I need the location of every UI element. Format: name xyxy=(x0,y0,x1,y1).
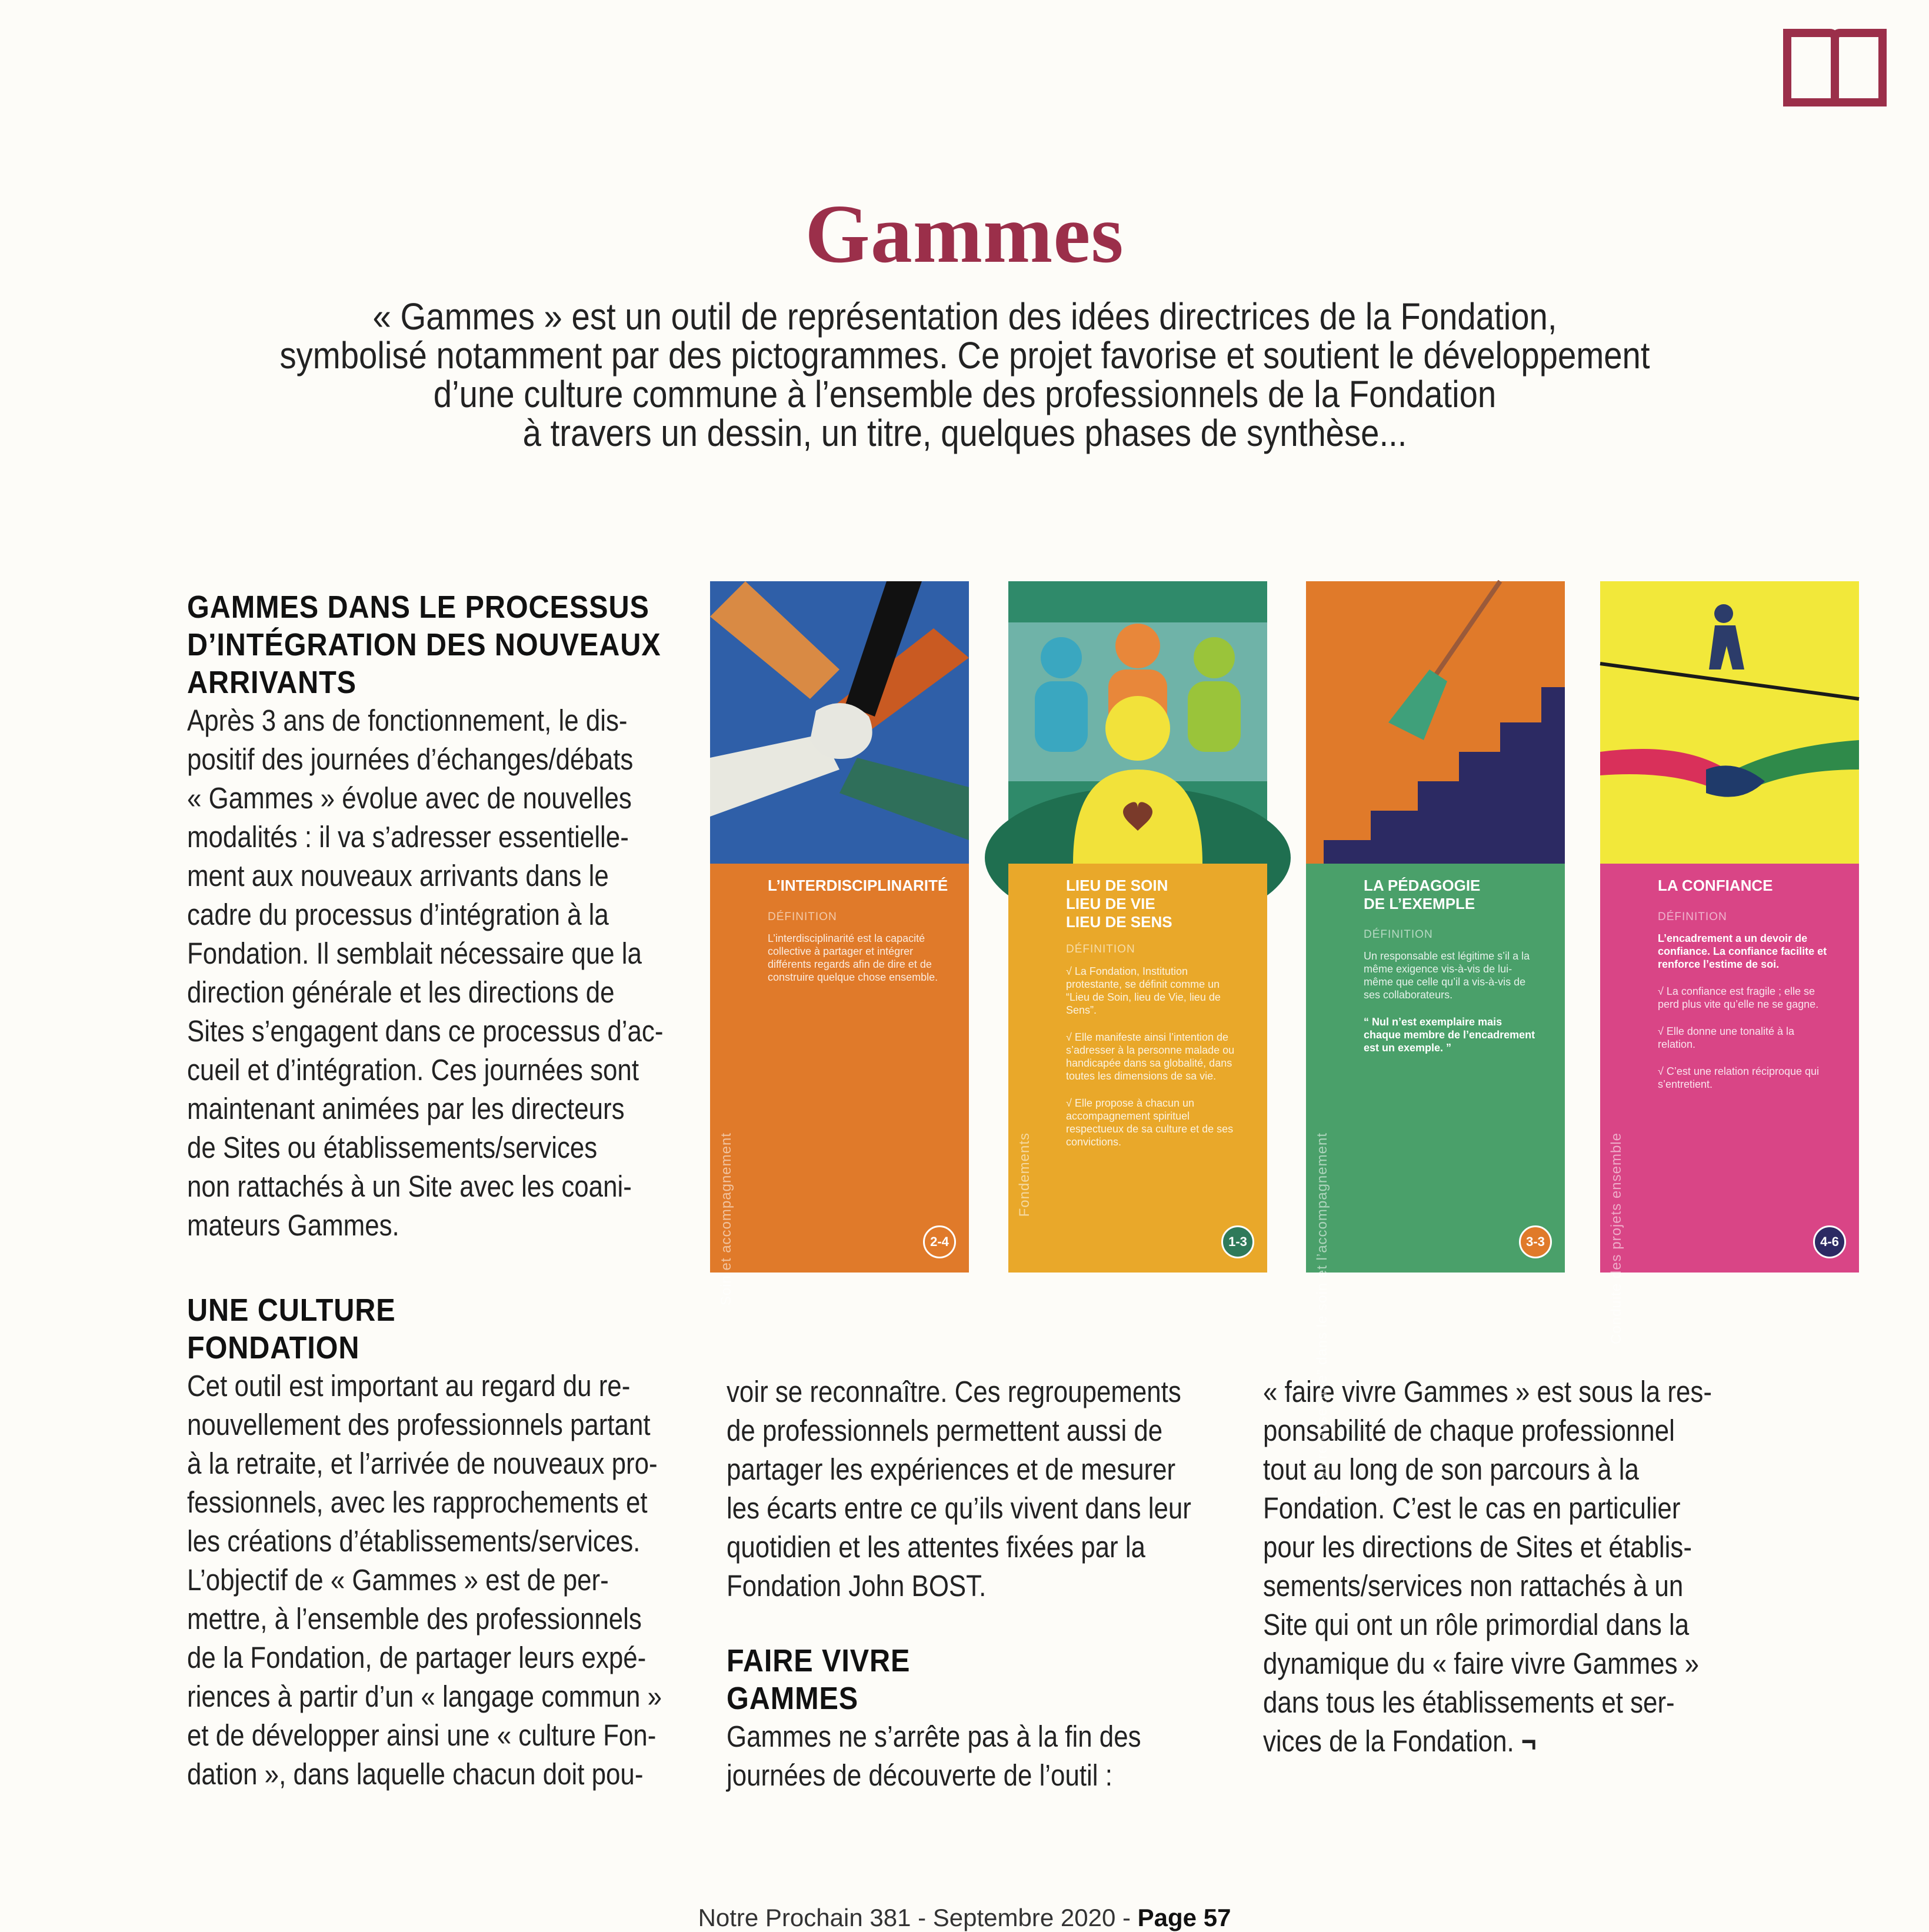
intro-line: d’une culture commune à l’ensemble des professionnels de la Fondation xyxy=(433,373,1497,415)
column-middle xyxy=(727,1373,1209,1795)
footer-text: Notre Prochain 381 - Septembre 2020 - xyxy=(698,1904,1138,1931)
card-badge: 2-4 xyxy=(923,1225,956,1258)
end-mark: ¬ xyxy=(1521,1724,1537,1758)
card-definition-label: DÉFINITION xyxy=(1364,928,1433,941)
section-integration xyxy=(187,588,681,1245)
card-text: √ La Fondation, Institution protestante, se définit comme un “Lieu de Soin, lieu de Vie, lieu de Sens”. √ Elle manifeste ainsi l’intention de s’adresser à la personne malade ou handicapée dans sa globalité, dans toutes les dimensions de sa vie. √ Elle propose à chacun un accompagnement spirituel respectueux de sa culture et de ses convictions. xyxy=(1066,965,1235,1148)
card-side-label: Fondements xyxy=(1017,1132,1032,1217)
card-body xyxy=(710,864,969,1306)
book-icon xyxy=(1783,27,1887,108)
section-body: voir se reconnaître. Ces regroupements de professionnels permettent aussi de partager les expériences et de mesurer les écarts entre ce qu’ils vivent dans leur quotidien et les attentes fixées par la Fondation John BOST. xyxy=(727,1375,1191,1603)
section-heading: GAMMES DANS LE PROCESSUS D’INTÉGRATION DES NOUVEAUX ARRIVANTS xyxy=(187,589,661,700)
intro-line: à travers un dessin, un titre, quelques phases de synthèse... xyxy=(522,412,1407,454)
intro-paragraph xyxy=(176,297,1753,452)
page-number: Page 57 xyxy=(1137,1904,1231,1931)
section-body: Gammes ne s’arrête pas à la fin des journées de découverte de l’outil : xyxy=(727,1720,1141,1792)
card-badge: 4-6 xyxy=(1813,1225,1846,1258)
section-heading: FAIRE VIVRE GAMMES xyxy=(727,1643,911,1716)
stairs-broom-icon xyxy=(1306,581,1565,864)
card-title: L’INTERDISCIPLINARITÉ xyxy=(768,877,948,894)
card-definition-label: DÉFINITION xyxy=(1658,911,1727,923)
card-text: Un responsable est légitime s’il a la même exigence vis-à-vis de lui-même que celle qu’il a vis-à-vis de ses collaborateurs. “ Nul n’est exemplaire mais chaque membre de l’encadrement est un exemple. ” xyxy=(1364,950,1535,1054)
card-confiance xyxy=(1600,581,1859,1344)
card-body xyxy=(1306,864,1565,1505)
intro-line: « Gammes » est un outil de représentation des idées directrices de la Fondation, xyxy=(372,295,1557,338)
section-heading: UNE CULTURE FONDATION xyxy=(187,1293,396,1365)
card-text: L’encadrement a un devoir de confiance. La confiance facilite et renforce l’estime de soi. √ La confiance est fragile ; elle se perd plus vite qu’elle ne se gagne. √ Elle donne une tonalité à la relation. √ C’est une relation réciproque qui s’entretient. xyxy=(1658,932,1827,1090)
card-interdisciplinarite xyxy=(710,581,969,1306)
tightrope-handshake-icon xyxy=(1600,581,1859,864)
card-badge: 1-3 xyxy=(1221,1225,1254,1258)
card-title: LA CONFIANCE xyxy=(1658,877,1773,894)
page-footer xyxy=(0,1904,1929,1932)
card-title: LA PÉDAGOGIE DE L’EXEMPLE xyxy=(1364,877,1481,912)
card-pedagogie xyxy=(1306,581,1565,1505)
column-right: « faire vivre Gammes » est sous la res- ponsabilité de chaque professionnel tout au long de son parcours à la Fondation. C’est le cas en particulier pour les directions de Sites et établis- sements/services non rattachés à un Site qui ont un rôle primordial dans la dynamique du « faire vivre Gammes » dans tous les établissements et ser- vices de la Fondation. ¬ xyxy=(1263,1375,1712,1758)
people-heart-icon xyxy=(1008,581,1267,864)
intro-line: symbolisé notamment par des pictogrammes. Ce projet favorise et soutient le développement xyxy=(279,334,1650,377)
card-title: LIEU DE SOIN LIEU DE VIE LIEU DE SENS xyxy=(1066,877,1172,931)
card-side-label: Soin et accompagnement xyxy=(718,1132,734,1306)
card-definition-label: DÉFINITION xyxy=(1066,943,1135,955)
card-body xyxy=(1008,864,1267,1273)
hands-icon xyxy=(710,581,969,864)
card-body xyxy=(1600,864,1859,1344)
card-lieu-de-soin xyxy=(1008,581,1267,1273)
card-text: L’interdisciplinarité est la capacité collective à partager et intégrer différents regards afin de dire et de construire quelque chose ensemble. xyxy=(768,932,938,983)
card-side-label: Conduite des projets ensemble xyxy=(1608,1132,1624,1344)
card-badge: 3-3 xyxy=(1519,1225,1552,1258)
card-side-label: Le “vivre ensemble” dans le soin et l’accompagnement xyxy=(1314,1132,1330,1505)
page-title: Gammes xyxy=(805,187,1124,280)
section-body: Cet outil est important au regard du re- nouvellement des professionnels partant à la retraite, et l’arrivée de nouveaux pro- fessionnels, avec les rapprochements et les créations d’établissements/services. L’objectif de « Gammes » est de per- mettre, à l’ensemble des professionnels de la Fondation, de partager leurs expé- riences à partir d’un « langage commun » et de développer ainsi une « culture Fon- dation », dans laquelle chacun doit pou- xyxy=(187,1369,662,1791)
section-culture xyxy=(187,1291,681,1794)
section-body: Après 3 ans de fonctionnement, le dis- positif des journées d’échanges/débats « Gammes » évolue avec de nouvelles modalités : il va s’adresser essentielle- ment aux nouveaux arrivants dans le cadre du processus d’intégration à la Fondation. Il semblait nécessaire que la direction générale et les directions de Sites s’engagent dans ce processus d’ac- cueil et d’intégration. Ces journées sont maintenant animées par les directeurs de Sites ou établissements/services non rattachés à un Site avec les coani- mateurs Gammes. xyxy=(187,704,664,1242)
card-definition-label: DÉFINITION xyxy=(768,911,837,923)
